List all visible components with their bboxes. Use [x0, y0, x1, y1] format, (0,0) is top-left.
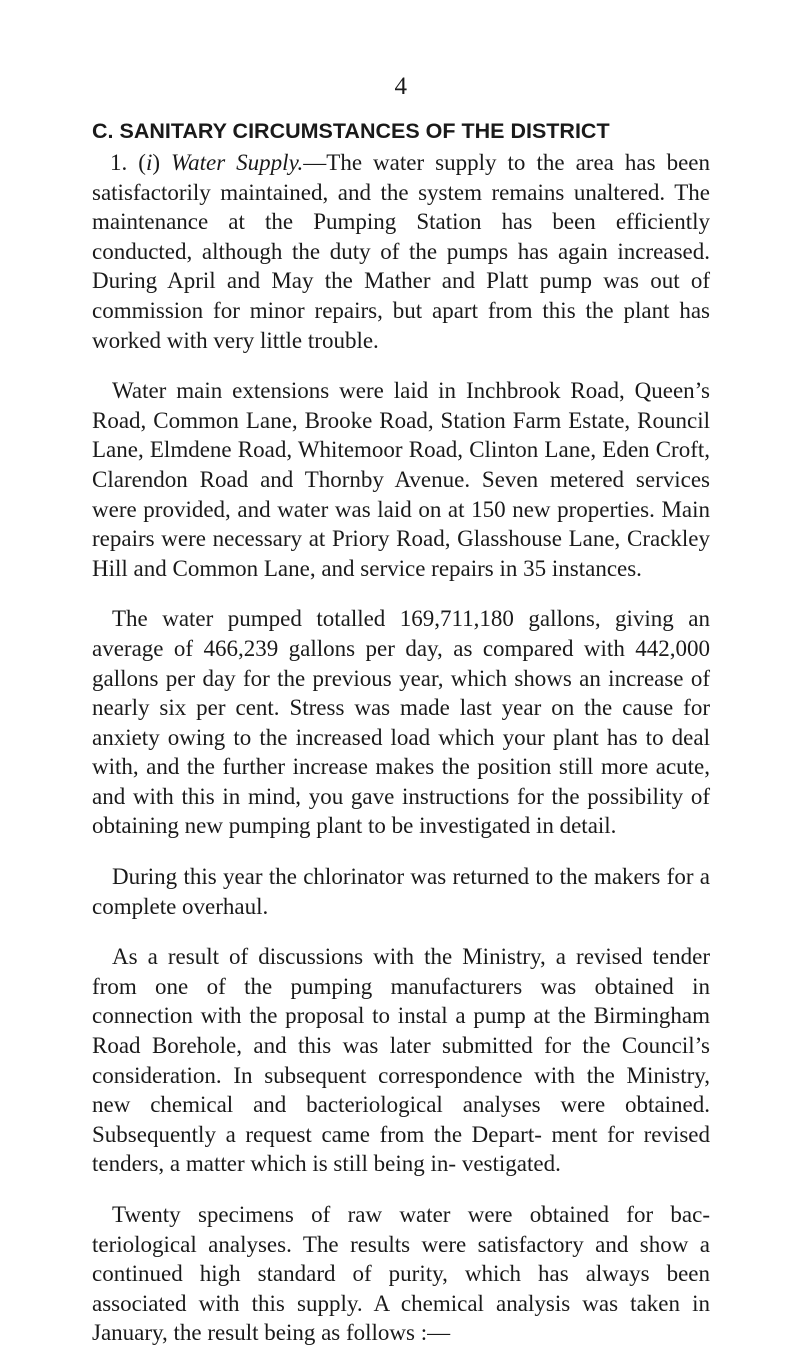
- document-page: [92, 72, 710, 1348]
- item-number: 1. (: [110, 150, 146, 175]
- section-heading: C. SANITARY CIRCUMSTANCES OF THE DISTRICT: [92, 119, 610, 143]
- paragraph-main-extensions: Water main extensions were laid in Inchbrook Road, Queen’s Road, Common Lane, Brooke Road, Station Farm Estate, Rouncil Lane, Elmdene Road, Whitemoor Road, Clinton Lane, Eden Croft, Clarendon Road and Thornby Avenue. Seven metered services were provided, and water was laid on at 150 new properties. Main repairs were necessary at Priory Road, Glasshouse Lane, Crackley Hill and Common Lane, and service repairs in 35 instances.: [92, 378, 710, 581]
- item-paren-close: ): [152, 150, 172, 175]
- item-body: —The water supply to the area has been satisfactorily maintained, and the system remains unaltered. The maintenance at the Pumping Station has been efficiently conducted, although the duty of the pumps has again increased. During April and May the Mather and Platt pump was out of commission for minor repairs, but apart from this the plant has worked with very little trouble.: [92, 150, 710, 353]
- paragraph-water-supply: [92, 148, 710, 355]
- paragraph-specimens: Twenty specimens of raw water were obtained for bac- teriological analyses. The results were satisfactory and show a continued high standard of purity, which has always been associated with this supply. A chemical analysis was taken in January, the result being as follows :—: [92, 1202, 710, 1346]
- item-roman-numeral: i: [145, 150, 153, 175]
- paragraph-water-pumped: The water pumped totalled 169,711,180 gallons, giving an average of 466,239 gallons per day, as compared with 442,000 gallons per day for the previous year, which shows an increase of nearly six per cent. Stress was made last year on the cause for anxiety owing to the increased load which your plant has to deal with, and the further increase makes the position still more acute, and with this in mind, you gave instructions for the possibility of obtaining new pumping plant to be investigated in detail.: [92, 606, 710, 839]
- item-subject: Water Supply.: [171, 150, 304, 175]
- page-number: 4: [394, 73, 408, 100]
- paragraph-ministry-discussions: As a result of discussions with the Ministry, a revised tender from one of the pumping manufacturers was obtained in connection with the proposal to instal a pump at the Birmingham Road Borehole, and this was later submitted for the Council’s consideration. In subsequent correspondence with the Ministry, new chemical and bacteriological analyses were obtained. Subsequently a request came from the Depart- ment for revised tenders, a matter which is still being in- vestigated.: [92, 944, 710, 1177]
- paragraph-chlorinator: During this year the chlorinator was returned to the makers for a complete overhaul.: [92, 864, 710, 919]
